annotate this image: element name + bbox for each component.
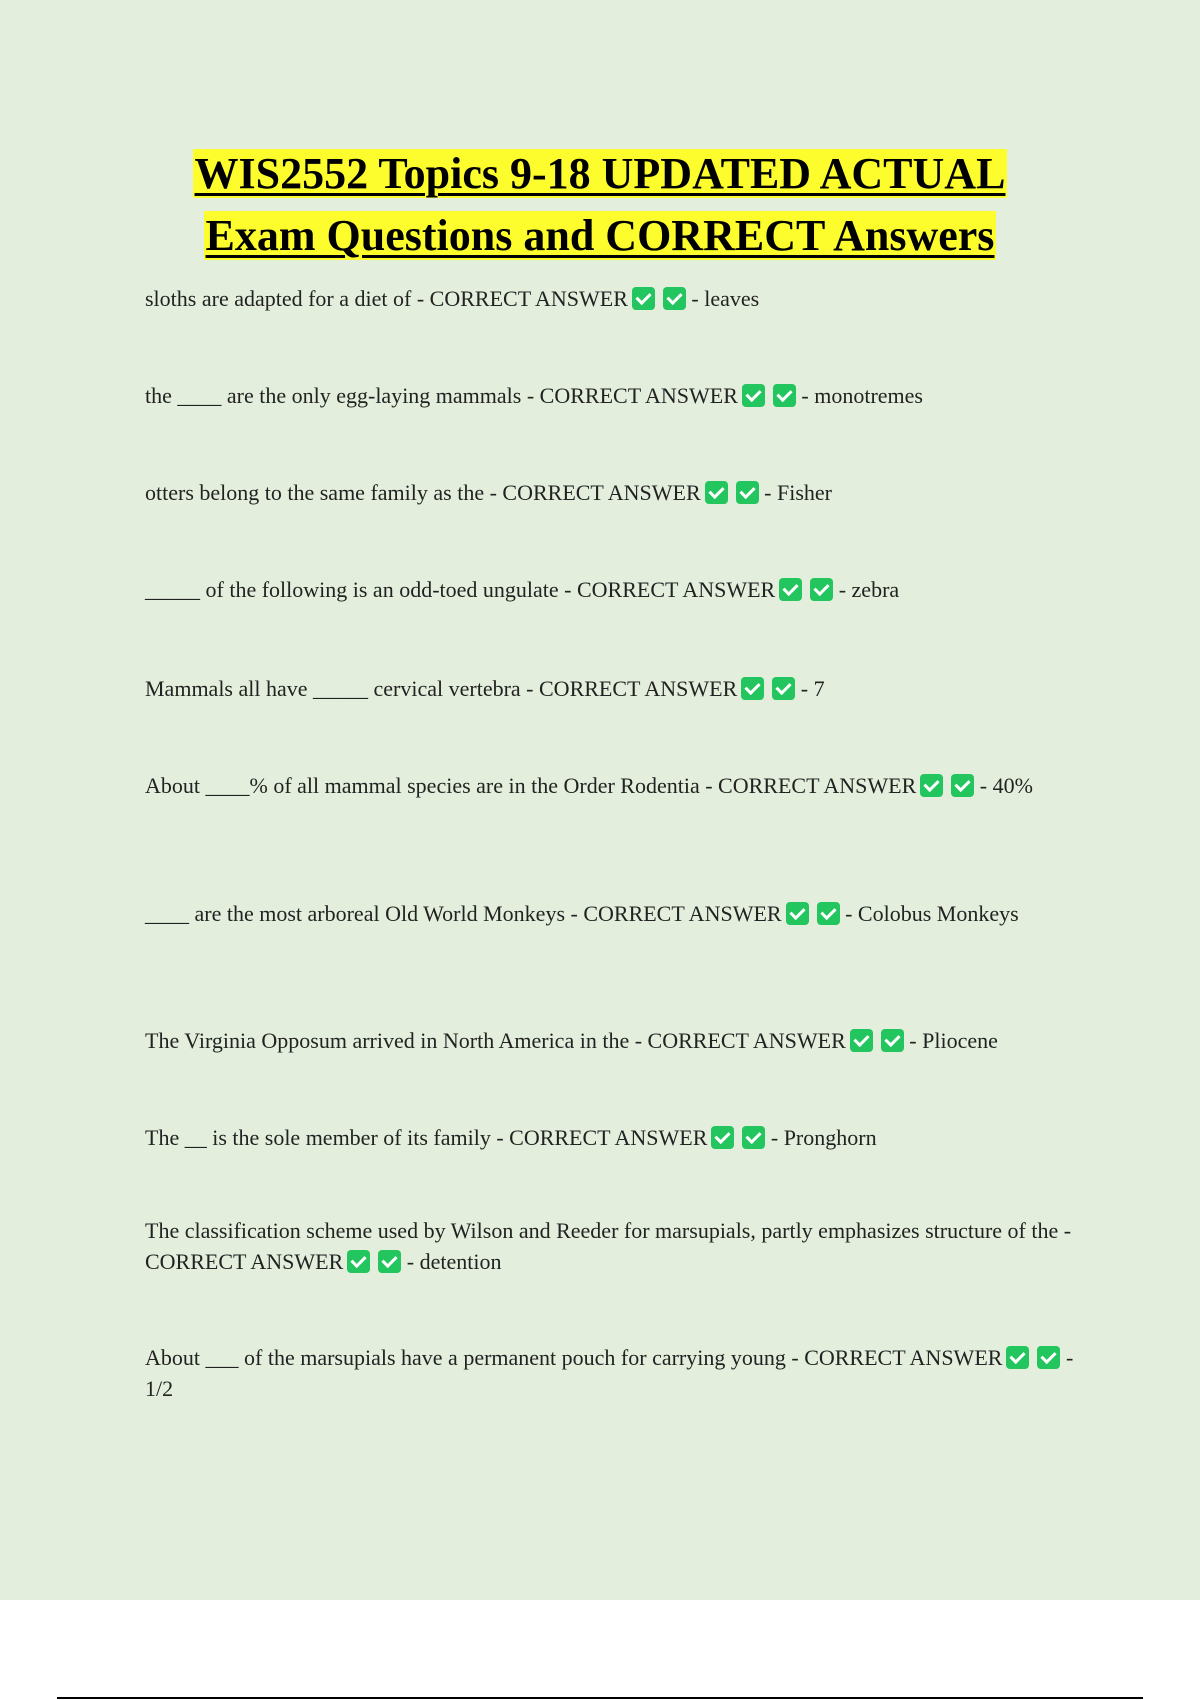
question-text: otters belong to the same family as the - CORRECT ANSWER [145,480,701,505]
answer-text: - zebra [838,577,900,602]
qa-item [145,1215,1095,1277]
qa-item [145,574,1095,605]
check-mark-icon [1037,1346,1060,1369]
answer-text: - 40% [979,773,1033,798]
check-mark-icon [786,902,809,925]
check-mark-icon [951,774,974,797]
check-mark-icon [773,384,796,407]
check-mark-icon [705,481,728,504]
answer-text: - Colobus Monkeys [845,901,1019,926]
qa-item [145,477,1095,508]
question-text: the ____ are the only egg-laying mammals - CORRECT ANSWER [145,383,738,408]
question-text: sloths are adapted for a diet of - CORRECT ANSWER [145,286,628,311]
check-mark-icon [742,1126,765,1149]
document-title [0,143,1200,267]
answer-text: - 7 [800,676,825,701]
question-text: ____ are the most arboreal Old World Monkeys - CORRECT ANSWER [145,901,782,926]
check-mark-icon [850,1029,873,1052]
check-mark-icon [772,677,795,700]
qa-item [145,380,1095,411]
answer-text: - Pliocene [909,1028,998,1053]
qa-item [145,1342,1095,1404]
check-mark-icon [881,1029,904,1052]
question-text: Mammals all have _____ cervical vertebra - CORRECT ANSWER [145,676,738,701]
qa-item [145,673,1095,704]
check-mark-icon [736,481,759,504]
qa-item [145,1122,1095,1153]
check-mark-icon [779,578,802,601]
qa-item [145,283,1095,314]
answer-text: - 1/2 [145,1345,1074,1401]
qa-item [145,770,1095,801]
footer-divider [57,1697,1143,1699]
check-mark-icon [711,1126,734,1149]
question-text: _____ of the following is an odd-toed ungulate - CORRECT ANSWER [145,577,776,602]
answer-text: - Pronghorn [770,1125,877,1150]
check-mark-icon [742,384,765,407]
title-line-2: Exam Questions and CORRECT Answers [205,211,995,260]
question-text: The classification scheme used by Wilson and Reeder for marsupials, partly emphasizes structure of the - CORRECT ANSWER [145,1218,1072,1274]
question-text: About ____% of all mammal species are in the Order Rodentia - CORRECT ANSWER [145,773,917,798]
check-mark-icon [663,287,686,310]
answer-text: - Fisher [764,480,832,505]
answer-text: - monotremes [801,383,923,408]
check-mark-icon [920,774,943,797]
question-text: The Virginia Opposum arrived in North America in the - CORRECT ANSWER [145,1028,846,1053]
answer-text: - leaves [691,286,760,311]
check-mark-icon [810,578,833,601]
title-line-1: WIS2552 Topics 9-18 UPDATED ACTUAL [194,149,1006,198]
check-mark-icon [817,902,840,925]
qa-item [145,1025,1095,1056]
question-text: The __ is the sole member of its family - CORRECT ANSWER [145,1125,708,1150]
question-text: About ___ of the marsupials have a permanent pouch for carrying young - CORRECT ANSWER [145,1345,1003,1370]
answer-text: - detention [406,1249,502,1274]
check-mark-icon [347,1250,370,1273]
check-mark-icon [632,287,655,310]
qa-item [145,898,1095,929]
check-mark-icon [741,677,764,700]
check-mark-icon [1006,1346,1029,1369]
check-mark-icon [378,1250,401,1273]
